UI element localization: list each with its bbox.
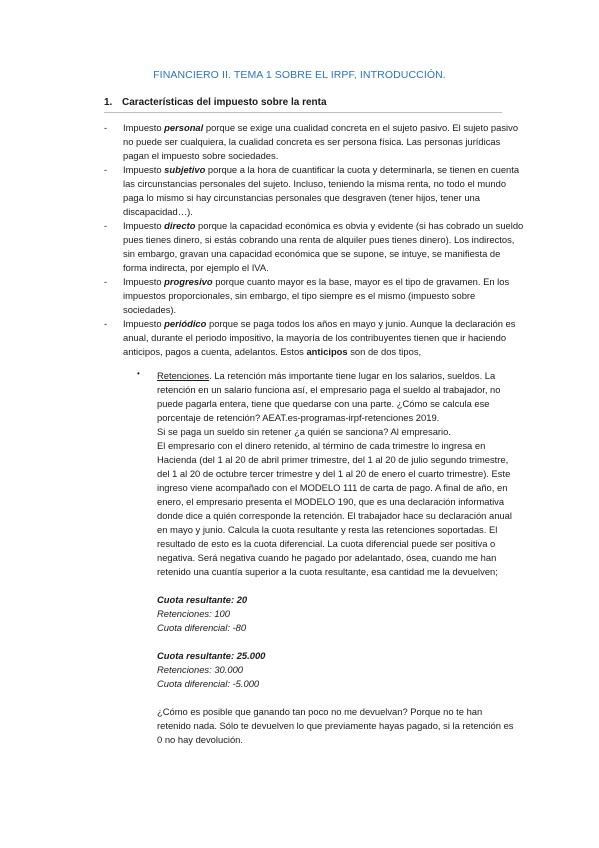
- bullet-marker: •: [137, 369, 140, 378]
- term-anticipos: anticipos: [306, 346, 348, 357]
- example-2: [157, 649, 515, 691]
- list-item: - Impuesto directo porque la capacidad económica es obvia y evidente (si has cobrado un sueldo pues tienes dinero, si estás cobrando una renta de alquiler pues tienes dinero). Los indirectos, sin embargo, gravan una capacidad económica que se supone, se intuye, se manifiesta de forma indirecta, por ejemplo el IVA.: [104, 220, 524, 273]
- example-2-retenciones: Retenciones: 30.000: [157, 664, 244, 675]
- section-title: Características del impuesto sobre la renta: [122, 97, 327, 108]
- list-marker: -: [104, 164, 108, 175]
- characteristics-list: [104, 121, 524, 359]
- list-marker: -: [104, 220, 108, 231]
- term-retenciones: Retenciones: [157, 370, 210, 381]
- example-1-cuota-diferencial: Cuota diferencial: -80: [157, 622, 247, 633]
- term-personal: personal: [164, 122, 204, 133]
- list-item: - Impuesto periódico porque se paga todos los años en mayo y junio. Aunque la declaración es anual, durante el periodo impositivo, la mayoría de los contribuyentes tienen que ir haciendo anticipos, pagos a cuenta, adelantos. Estos anticipos son de dos tipos,: [104, 318, 516, 357]
- section-number: 1.: [104, 97, 113, 108]
- example-1: [157, 593, 515, 635]
- retenciones-paragraph: El empresario con el dinero retenido, al término de cada trimestre lo ingresa en Hacienda (del 1 al 20 de abril primer trimestre, del 1 al 20 de julio segundo trimestre, del 1 al 20 de octubre tercer trimestre y del 1 al 20 de enero el cuarto trimestre). Este ingreso viene acompañado con el MODELO 111 de carta de pago. A final de año, en enero, el empresario presenta el MODELO 190, que es una declaración informativa donde dice a quién corresponde la retención. El trabajador hace su declaración anual en mayo y junio. Calcula la cuota resultante y resta las retenciones soportadas. El resultado de esto es la cuota diferencial. La cuota diferencial puede ser positiva o negativa. Será negativa cuando he pagado por adelantado, ósea, cuando me han retenido una cuantía superior a la cuota resultante, esa cantidad me la devuelven;: [157, 440, 512, 577]
- document-title: FINANCIERO II. TEMA 1 SOBRE EL IRPF, INTRODUCCIÓN.: [153, 69, 446, 81]
- example-2-cuota-resultante: Cuota resultante: 25.000: [157, 650, 266, 661]
- spacer: [157, 691, 515, 705]
- example-1-retenciones: Retenciones: 100: [157, 608, 230, 619]
- retenciones-paragraph: ¿Cómo es posible que ganando tan poco no me devuelvan? Porque no te han retenido nada. Sólo te devuelven lo que previamente hayas pagado, si la retención es 0 no hay devolución.: [157, 706, 514, 745]
- example-2-cuota-diferencial: Cuota diferencial: -5.000: [157, 678, 260, 689]
- list-marker: -: [104, 276, 108, 287]
- list-marker: -: [104, 318, 108, 329]
- spacer: [157, 635, 515, 649]
- list-item: - Impuesto progresivo porque cuanto mayor es la base, mayor es el tipo de gravamen. En los impuestos proporcionales, sin embargo, el tipo siempre es el mismo (impuesto sobre sociedades).: [104, 276, 510, 315]
- retenciones-paragraph: Si se paga un sueldo sin retener ¿a quién se sanciona? Al empresario.: [157, 426, 451, 437]
- term-progresivo: progresivo: [164, 276, 213, 287]
- list-marker: -: [104, 122, 108, 133]
- retenciones-paragraph: Retenciones. La retención más importante tiene lugar en los salarios, sueldos. La retención en un salario funciona así, el empresario paga el sueldo al trabajador, no puede pagarla entera, tiene que quedarse con una parte. ¿Cómo se calcula ese porcentaje de retención? AEAT.es-programas-irpf-retenciones 2019.: [157, 370, 501, 423]
- term-directo: directo: [164, 220, 196, 231]
- list-item: - Impuesto subjetivo porque a la hora de cuantificar la cuota y determinarla, se tienen en cuenta las circunstancias personales del sujeto. Incluso, teniendo la misma renta, no todo el mundo paga lo mismo si hay circunstancias personales que desgraven (tener hijos, tener una discapacidad…).: [104, 164, 520, 217]
- spacer: [157, 579, 515, 593]
- list-item: - Impuesto personal porque se exige una cualidad concreta en el sujeto pasivo. El sujeto pasivo no puede ser cualquiera, la cualidad concreta es ser persona física. Las personas jurídicas pagan el impuesto sobre sociedades.: [104, 122, 519, 161]
- term-periodico: periódico: [164, 318, 207, 329]
- example-1-cuota-resultante: Cuota resultante: 20: [157, 594, 248, 605]
- term-subjetivo: subjetivo: [164, 164, 206, 175]
- retenciones-body: [157, 369, 515, 747]
- section-heading: [104, 97, 502, 113]
